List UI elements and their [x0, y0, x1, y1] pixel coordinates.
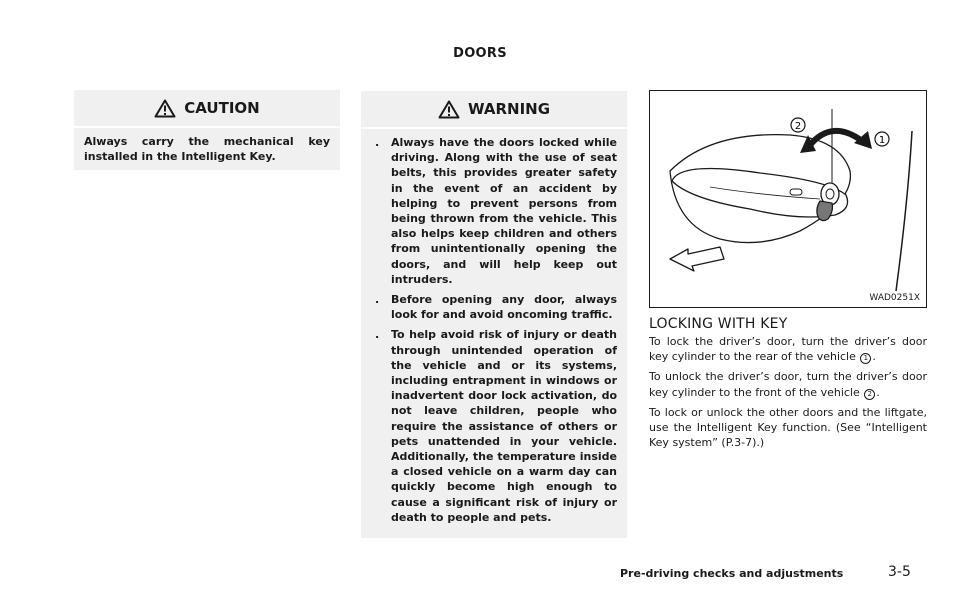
- circled-marker-1: 1: [860, 353, 871, 364]
- paragraph-other-doors: To lock or unlock the other doors and the liftgate, use the Intelligent Key function. (See “Intelligent Key system” (P.3-7).): [649, 405, 927, 450]
- paragraph-text: To unlock the driver’s door, turn the driver’s door key cylinder to the front of the vehicle: [649, 370, 927, 399]
- paragraph-text: To lock the driver’s door, turn the driver’s door key cylinder to the rear of the vehicle: [649, 335, 927, 364]
- warning-list: [361, 129, 627, 525]
- warning-heading: WARNING: [467, 100, 551, 118]
- warning-item-text: Before opening any door, always look for and avoid oncoming traffic.: [391, 293, 617, 322]
- door-handle-illustration: [650, 91, 926, 307]
- caution-header: [74, 90, 340, 128]
- page-title: DOORS: [453, 46, 507, 61]
- figure-label-2: 2: [794, 121, 802, 132]
- warning-icon: [438, 100, 460, 119]
- warning-item-text: Always have the doors locked while driving. Along with the use of seat belts, this provides greater safety in the event of an accident by helping to prevent persons from being thrown from the vehicle. This also helps keep children and others from unintentionally opening the doors, and will help keep out intruders.: [391, 136, 617, 286]
- figure-label-1: 1: [878, 135, 886, 146]
- circled-marker-2: 2: [864, 389, 875, 400]
- section-body: [649, 334, 927, 455]
- section-title: LOCKING WITH KEY: [649, 316, 788, 332]
- warning-header: [361, 91, 627, 129]
- paragraph-lock: [649, 334, 927, 364]
- bullet-marker: .: [375, 293, 380, 307]
- figure-code: WAD0251X: [869, 293, 920, 303]
- warning-item: [371, 292, 617, 322]
- bullet-marker: .: [375, 328, 380, 342]
- paragraph-end: .: [872, 350, 876, 364]
- bullet-marker: .: [375, 136, 380, 149]
- warning-item: [371, 135, 617, 287]
- warning-item: [371, 327, 617, 525]
- caution-icon: [154, 99, 176, 118]
- caution-heading: CAUTION: [184, 99, 260, 117]
- footer-section-title: Pre-driving checks and adjustments: [620, 567, 844, 580]
- caution-text: Always carry the mechanical key installed in the Intelligent Key.: [84, 135, 330, 163]
- caution-box: [74, 90, 340, 170]
- page-number: 3-5: [888, 564, 911, 580]
- paragraph-end: .: [876, 385, 880, 399]
- paragraph-unlock: [649, 369, 927, 399]
- warning-item-text: To help avoid risk of injury or death through unintended operation of the vehicle and or its systems, including entrapment in windows or inadvertent door lock activation, do not leave children, people who require the assistance of others or pets unattended in your vehicle. Additionally, the temperature inside a closed vehicle on a warm day can quickly become high enough to cause a significant risk of injury or death to people and pets.: [391, 328, 617, 524]
- warning-box: [361, 91, 627, 538]
- door-key-figure: [649, 90, 927, 308]
